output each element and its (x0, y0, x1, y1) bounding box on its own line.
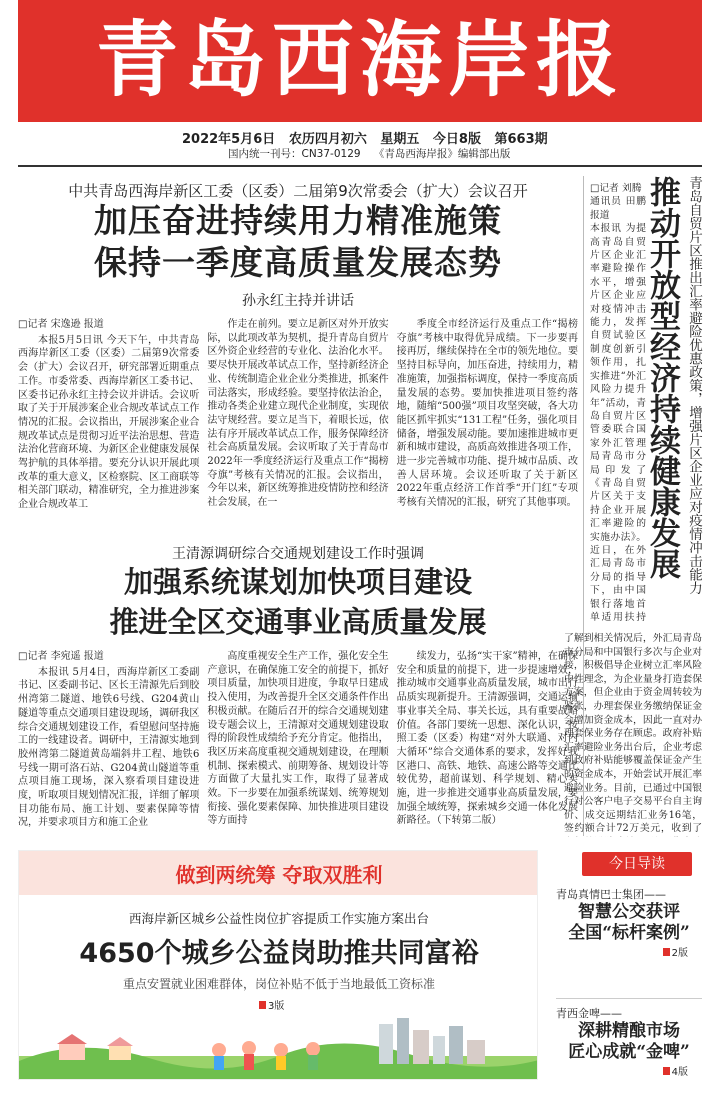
right-story-body-top (590, 182, 646, 622)
lunar-date: 农历四月初六 (288, 132, 367, 147)
right-story-kicker: 青岛自贸片区推出汇率避险优惠政策，增强片区企业应对疫情冲击能力 (686, 176, 702, 595)
banner-slogan: 做到两统筹 夺取双胜利 (175, 863, 383, 887)
lead-column-3 (397, 318, 578, 536)
banner-subheadline: 重点安置就业困难群体，岗位补贴不低于当地最低工资标准 (122, 977, 435, 991)
right-story-paragraph-top: 本报讯 为提高青岛自贸片区企业汇率避险操作水平，增强片区企业应对疫情冲击能力，发挥自贸试验区制度创新引领作用，扎实推进“外汇风险力提升年”活动，青岛自贸片区管委联合国家外汇管理局青岛市分局印发了《青岛自贸片区关于支持企业开展汇率避险的实施办法》。近日，在外汇局青岛市分局的指导下，由中国银行落地首单适用扶持 (590, 223, 646, 622)
guide-item-2-kicker: 青西金啤—— (556, 1007, 622, 1020)
guide-item-2[interactable] (556, 998, 702, 1078)
issue-number: 第663期 (494, 132, 548, 147)
lead-paragraph-2: 作走在前列。要立足新区对外开放实际，以此项改革为契机，提升青岛自贸片区外资企业经营的专业化、法治化水平。要尽快开展改革试点工作，坚持新经济企业、传统制造企业企业分类推进，抓案件司法落实，形成经验。要坚持依法治企，推动各类企业建立现代企业制度，实现依法守规经营。要立足当下，着眼长远，依法有序开展改革试点工作，服务保障经济社会高质量发展。会议听取了关于青岛市2022年一季度经济运行及重点工作“揭榜夺旗”考核有关情况的汇报。会议指出，今年以来，新区统筹推进疫情防控和经济社会发展，在一 (207, 319, 389, 509)
second-headline-line2: 推进全区交通事业高质量发展 (109, 605, 487, 639)
right-story-body-bottom (564, 632, 702, 837)
guide-item-1-line1: 智慧公交获评 (578, 902, 680, 922)
page-count: 今日8版 (432, 132, 481, 147)
lead-paragraph-1: 本报5月5日讯 今天下午，中共青岛西海岸新区工委（区委）二届第9次常委会（扩大）会议召开，研究部署近期重点工作。市委常委、西海岸新区工委书记、区委书记孙永红主持会议并讲话。会议听取了关于开展涉案企业合规改革试点工作情况的汇报。会议指出，开展涉案企业合规改革试点是贯彻习近平法治思想、营造法治化营商环境、为新区企业健康发展保驾护航的具体举措。要充分认识开展此项改革的重大意义，区检察院、区工商联等相关部门联动，精准研究，全力推进涉案企业合规改革工 (18, 334, 200, 511)
second-paragraph-3: 续发力，弘扬“实干家”精神，在确保安全和质量的前提下，进一步提速增效，推动城市交通事业高质量发展，城市出行品质实现新提升。王清源强调，交通运输事业事关全局、事关长远，具有重要战略价值。各部门要统一思想、深化认识，按照工委（区委）构建“对外大联通、对内大循环”综合交通体系的要求，发挥好我区港口、高铁、地铁、高速公路等交通比较优势，超前谋划、科学规划、精心实施，进一步推进交通事业高质量发展，要加强全域统筹，探索城乡交通一体化发展新路径。（下转第二版） (396, 651, 578, 827)
banner-page-ref: 3版 (259, 997, 284, 1012)
guide-item-2-line1: 深耕精酿市场 (578, 1021, 680, 1041)
guide-item-1-page: 2版 (556, 944, 702, 959)
editor-line: 《青岛西海岸报》编辑部出版 (373, 148, 511, 160)
masthead-title: 青岛西海岸报 (95, 12, 624, 108)
weekday: 星期五 (380, 132, 420, 147)
lead-kicker: 中共青岛西海岸新区工委（区委）二届第9次常委会（扩大）会议召开 (68, 182, 528, 200)
second-column-3 (397, 650, 578, 840)
guide-item-2-page: 4版 (556, 1063, 702, 1078)
serial-number: 国内统一刊号：CN37-0129 (228, 148, 361, 160)
lead-paragraph-3: 季度全市经济运行及重点工作“揭榜夺旗”考核中取得优异成绩。下一步要再接再厉，继续保持在全市的领先地位。要坚持目标导向，加压奋进，持续用力，精准施策，加强指标调度，保持一季度高质量发展的态势。要加快推进项目签约落地，随缩“500强”项目攻坚突破，各大功能区抓牢抓实“131工程”任务，强化项目储备，增强发展动能。要加速推进城市更新和城市建设，高质高效推进各项工作，进一步完善城市功能、提升城市品质、改善人居环境。会议还听取了关于新区2022年重点经济工作首季“开门红”专项考核有关情况的汇报，研究了其他事项。 (396, 319, 578, 509)
feature-banner[interactable] (18, 850, 538, 1080)
lead-byline: □记者 宋逸逊 报道 (18, 319, 104, 330)
guide-item-1[interactable] (556, 886, 702, 959)
second-kicker: 王清源调研综合交通规划建设工作时强调 (172, 546, 424, 562)
publication-info (228, 146, 698, 161)
second-column-2 (207, 650, 388, 840)
second-headline[interactable] (18, 562, 578, 642)
masthead (18, 0, 702, 122)
lead-body (18, 318, 578, 536)
guide-item-1-kicker: 青岛真情巴士集团—— (556, 888, 666, 901)
banner-headline: 4650个城乡公益岗助推共同富裕 (79, 938, 479, 969)
right-story-title: 推动开放型经济持续健康发展 (644, 176, 680, 579)
lead-subheadline: 孙永红主持并讲话 (242, 293, 354, 309)
second-byline: □记者 李宛遥 报道 (18, 651, 104, 662)
right-byline-1: □记者 刘腾 (590, 183, 642, 194)
lead-column-1 (18, 318, 199, 536)
today-guide-tab: 今日导读 (582, 852, 692, 876)
second-paragraph-2: 高度重视安全生产工作，强化安全生产意识，在确保施工安全的前提下，抓好项目质量，加快项目进度，争取早日建成投入使用，为改善提升全区交通条件作出积极贡献。在随后召开的综合交通规划建设专题会议上，王清源对交通规划建设取得的阶段性成绩给予充分肯定。他指出，我区历来高度重视交通规划建设，在理顺机制、探索模式、前期筹备、规划设计等方面做了大量扎实工作，取得了显著成效。下一步要在加强系统谋划、统筹规划衔接、强化要素保障、加快推进项目建设等方面持 (207, 651, 389, 827)
second-column-1 (18, 650, 199, 840)
lead-headline-line2: 保持一季度高质量发展态势 (94, 243, 502, 282)
second-headline-line1: 加强系统谋划加快项目建设 (123, 565, 472, 599)
date: 2022年5月6日 (182, 132, 276, 147)
lead-headline[interactable] (18, 200, 578, 284)
dateline (182, 128, 702, 147)
lead-column-2 (207, 318, 388, 536)
city-illustration (19, 1016, 538, 1080)
second-paragraph-1: 本报讯 5月4日，西海岸新区工委副书记、区委副书记、区长王清源先后到胶州湾第二隧道、地铁6号线、G204黄山隧道等重点交通项目建设现场，调研我区综合交通规划建设工作，看望慰问坚持施工的一线建设者。调研中，王清源实地到胶州湾第二隧道黄岛端斜井工程、地铁6号线一期可洛石站、G204黄山隧道等重点项目施工现场，深入察看项目建设进度，听取项目规划情况汇报，详细了解项目功能布局、施工计划、要素保障等情况，并要求项目方和施工企业 (18, 666, 200, 829)
guide-item-2-line2: 匠心成就“金啤” (568, 1042, 690, 1062)
banner-kicker: 西海岸新区城乡公益性岗位扩容提质工作实施方案出台 (128, 911, 429, 926)
lead-headline-line1: 加压奋进持续用力精准施策 (94, 201, 502, 240)
second-body (18, 650, 578, 840)
right-byline-2: 通讯员 田鹏 报道 (590, 196, 646, 221)
today-guide (556, 852, 702, 1080)
header-rule (18, 165, 702, 167)
right-story-paragraph-bottom: 了解到相关情况后，外汇局青岛市分局和中国银行多次与企业对接，积极倡导企业树立汇率风险中性理念，为企业量身打造套保方案，但企业由于资金周转较为紧张，办理套保业务缴纳保证金会增加资金成本，因此一直对办理套保业务存在顾虑。政府补贴汇率避险业务出台后，企业考虑到政府补贴能够覆盖保证金产生的资金成本，开始尝试开展汇率避险业务。目前，已通过中国银行对公客户电子交易平台自主询价、成交远期结汇业务16笔，签约额合计72万美元，收到了 (564, 633, 702, 835)
guide-item-1-line2: 全国“标杆案例” (568, 923, 690, 943)
